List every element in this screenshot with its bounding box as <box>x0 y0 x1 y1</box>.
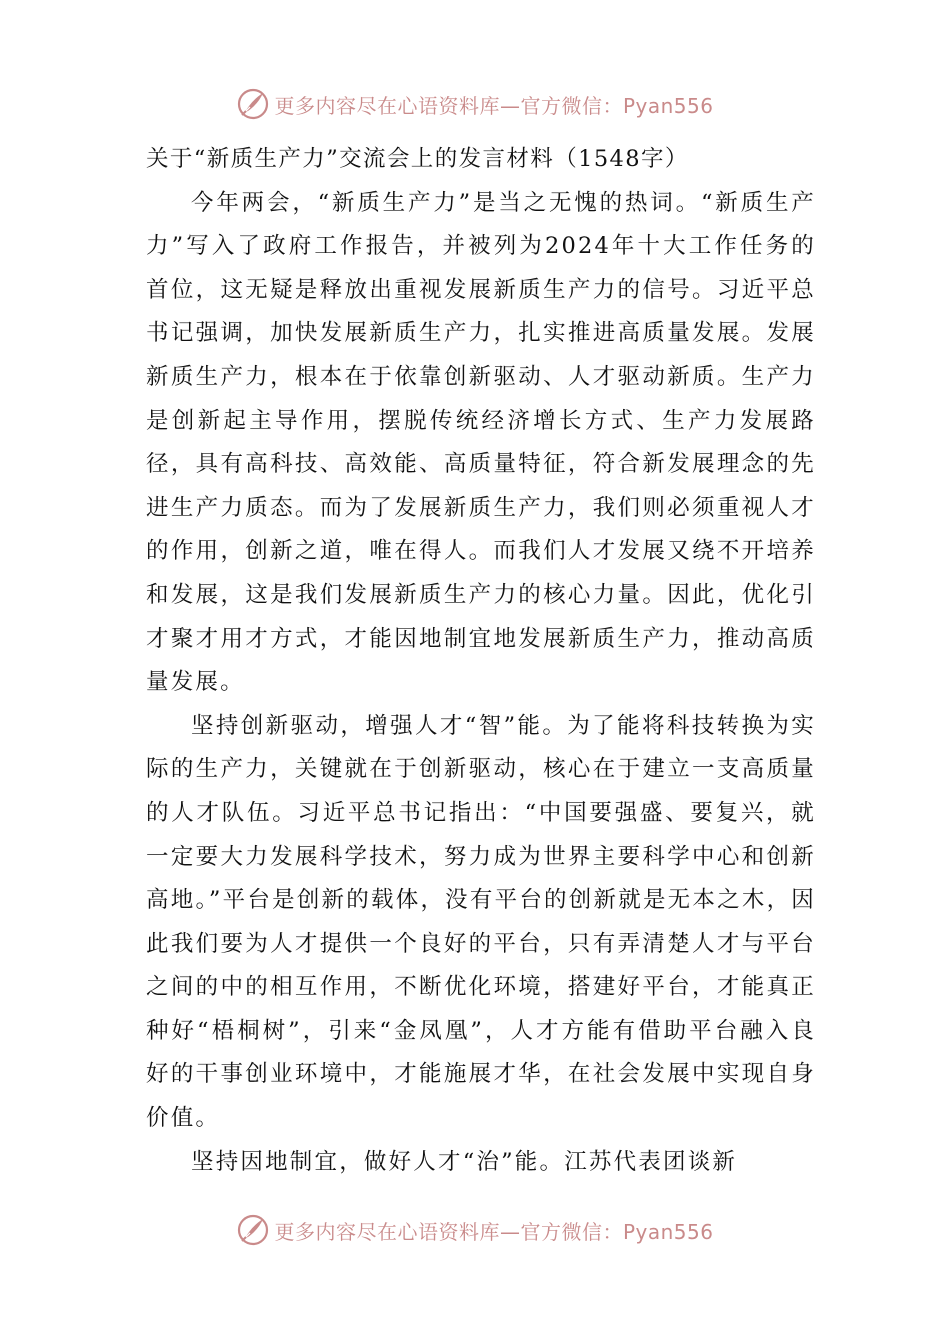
header-banner <box>0 84 950 124</box>
document-title: 关于“新质生产力”交流会上的发言材料（1548字） <box>146 146 689 172</box>
footer-banner <box>0 1210 950 1250</box>
banner-text: 更多内容尽在心语资料库—官方微信：Pyan556 <box>274 93 714 118</box>
banner-text: 更多内容尽在心语资料库—官方微信：Pyan556 <box>274 1219 714 1244</box>
document-body <box>146 138 816 1184</box>
paragraph-1: 今年两会，“新质生产力”是当之无愧的热词。“新质生产力”写入了政府工作报告，并被列为2024年十大工作任务的首位，这无疑是释放出重视发展新质生产力的信号。习近平总书记强调，加快发展新质生产力，扎实推进高质量发展。发展新质生产力，根本在于依靠创新驱动、人才驱动新质。生产力是创新起主导作用，摆脱传统经济增长方式、生产力发展路径，具有高科技、高效能、高质量特征，符合新发展理念的先进生产力质态。而为了发展新质生产力，我们则必须重视人才的作用，创新之道，唯在得人。而我们人才发展又绕不开培养和发展，这是我们发展新质生产力的核心力量。因此，优化引才聚才用才方式，才能因地制宜地发展新质生产力，推动高质量发展。 <box>146 189 816 696</box>
quill-pen-logo-icon <box>236 87 270 121</box>
paragraph-2: 坚持创新驱动，增强人才“智”能。为了能将科技转换为实际的生产力，关键就在于创新驱动，核心在于建立一支高质量的人才队伍。习近平总书记指出：“中国要强盛、要复兴，就一定要大力发展科学技术，努力成为世界主要科学中心和创新高地。”平台是创新的载体，没有平台的创新就是无本之木，因此我们要为人才提供一个良好的平台，只有弄清楚人才与平台之间的中的相互作用，不断优化环境，搭建好平台，才能真正种好“梧桐树”，引来“金凤凰”，人才方能有借助平台融入良好的干事创业环境中，才能施展才华，在社会发展中实现自身价值。 <box>146 712 816 1132</box>
paragraph-3: 坚持因地制宜，做好人才“治”能。江苏代表团谈新 <box>191 1148 738 1175</box>
quill-pen-logo-icon <box>236 1213 270 1247</box>
